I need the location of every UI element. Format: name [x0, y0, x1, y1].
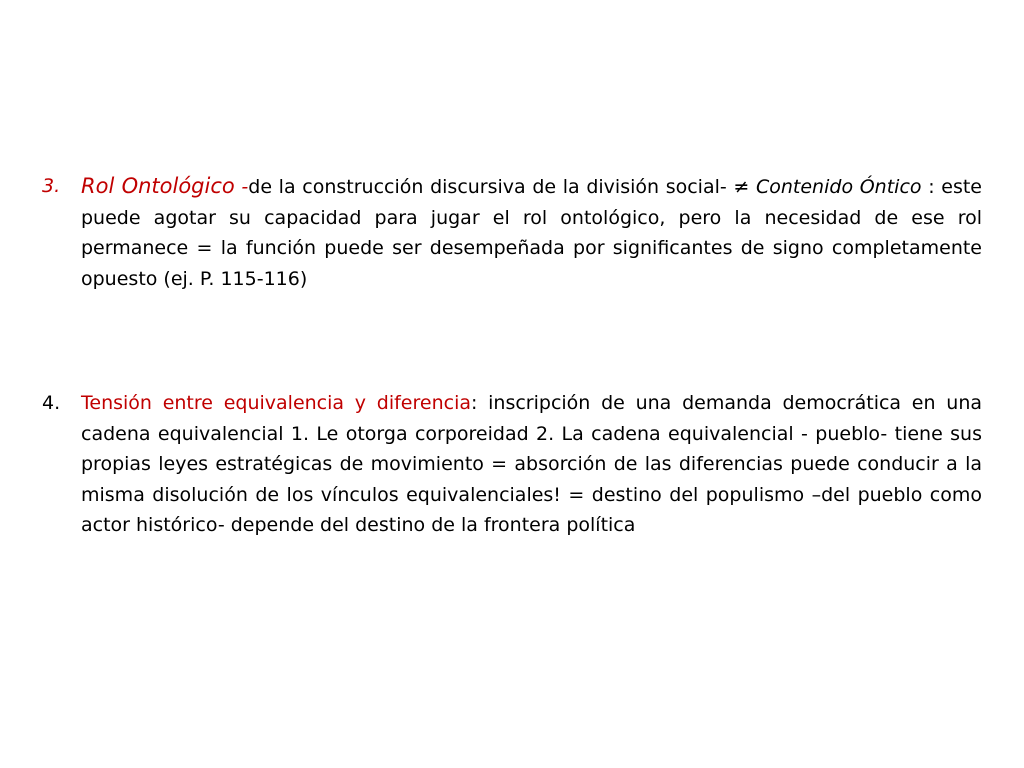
- item-body: [81, 388, 982, 541]
- item-body: [81, 171, 982, 294]
- item-title: Rol Ontológico: [81, 174, 235, 198]
- item-text-part-a: de la construcción discursiva de la división social- ≠: [248, 176, 756, 198]
- list-item-tension: [42, 388, 982, 541]
- title-dash: -: [241, 176, 249, 198]
- item-text-part-a: : inscripción de una demanda democrática en una cadena equivalencial 1. Le otorga corporeidad 2. La cadena equivalencial - pueblo- tiene sus propias leyes estratégicas de movimiento = absorción de las diferencias puede conducir a la misma disolución de los vínculos equivalenciales! = destino del populismo –del pueblo como actor histórico- depende del destino de la frontera política: [81, 392, 983, 536]
- item-number: 3.: [42, 175, 61, 197]
- list-item-rol-ontologico: [42, 171, 982, 294]
- item-term: Contenido Óntico: [755, 176, 922, 198]
- item-text-part-b: : este puede agotar su capacidad para jugar el rol ontológico, pero la necesidad de ese rol permanece = la función puede ser desempeñada por significantes de signo completamente opuesto (ej. P. 115-116): [81, 176, 982, 290]
- item-title: Tensión entre equivalencia y diferencia: [81, 392, 471, 414]
- item-number: 4.: [42, 392, 61, 414]
